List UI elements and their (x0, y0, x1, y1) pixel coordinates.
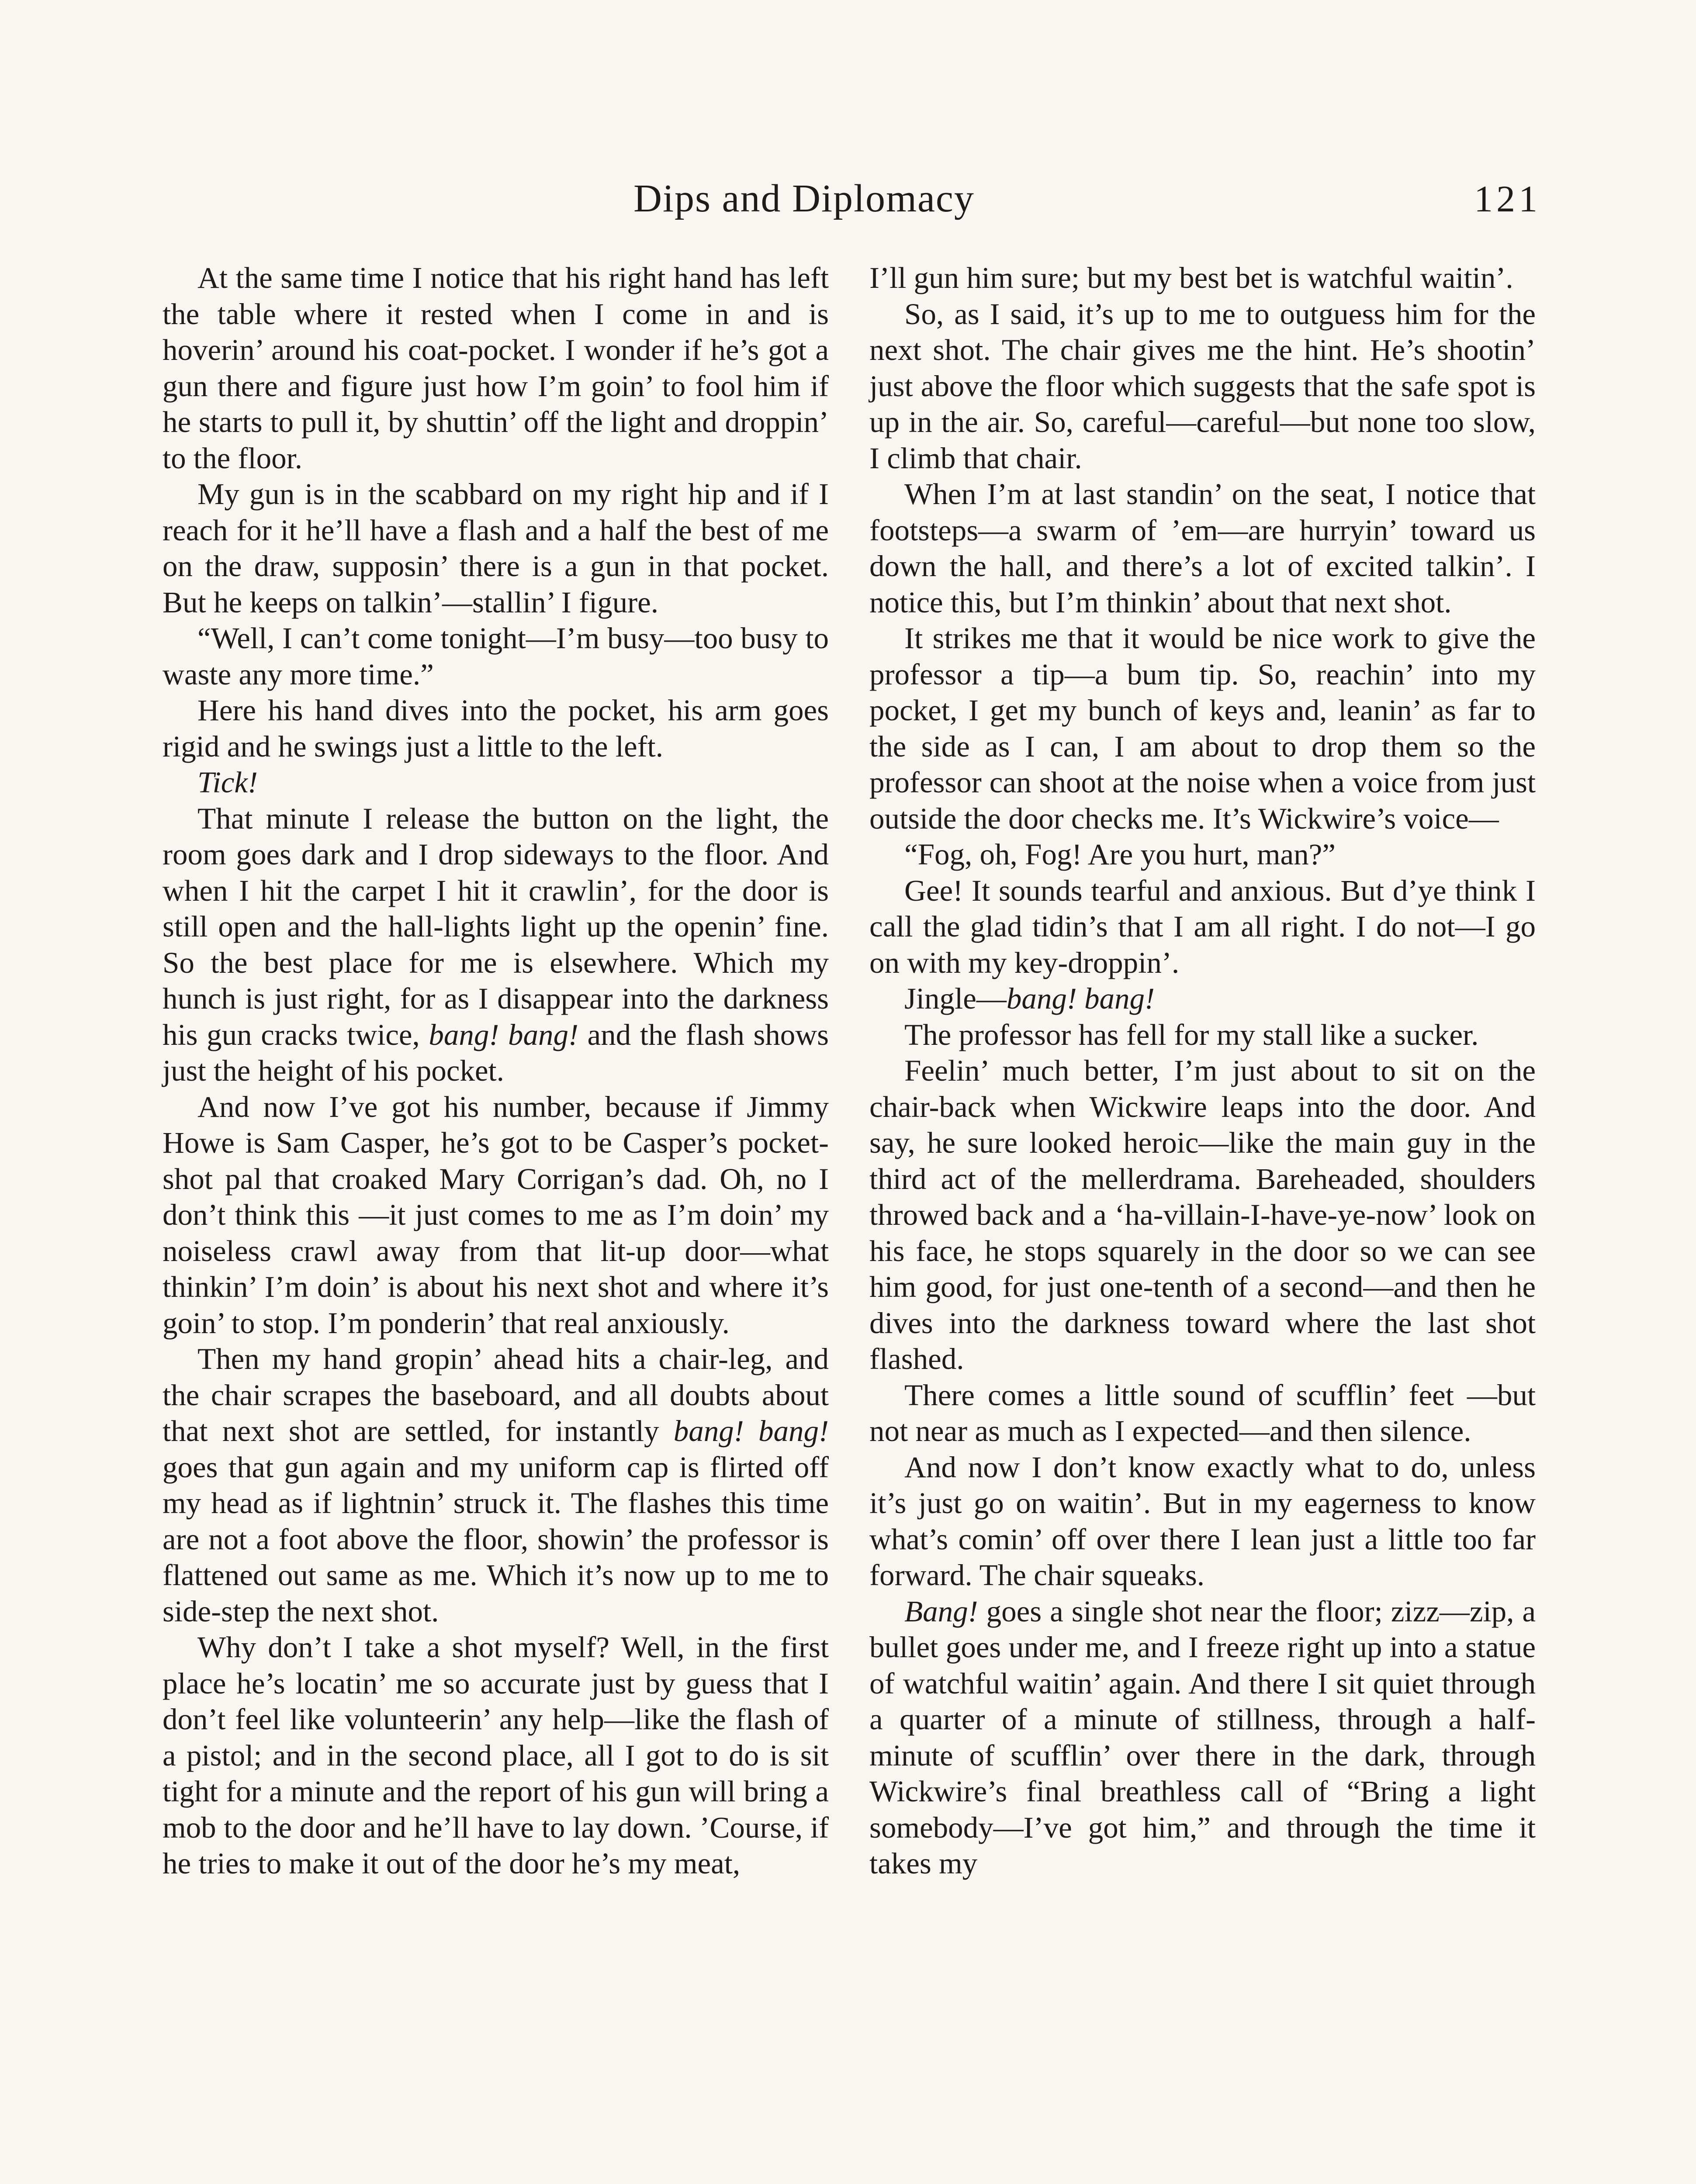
italic-text: bang! bang! (429, 1018, 578, 1051)
text-run: And now I don’t know exactly what to do, unless it’s just go on waitin’. But in my eagerness to know what’s comin’ off over there I lean just a little too far forward. The chair squeaks. (869, 1450, 1536, 1592)
left-text-column (163, 260, 829, 1882)
text-run: “Fog, oh, Fog! Are you hurt, man?” (904, 838, 1336, 871)
paragraph (163, 1341, 829, 1629)
right-text-column (869, 260, 1536, 1882)
paragraph (163, 1629, 829, 1882)
text-run: My gun is in the scabbard on my right hip and if I reach for it he’ll have a flash and a half the best of me on the draw, supposin’ there is a gun in that pocket. But he keeps on talkin’—stallin’ I figure. (163, 477, 829, 619)
text-run: goes that gun again and my uniform cap is flirted off my head as if lightnin’ struck it. The flashes this time are not a foot above the floor, showin’ the professor is flattened out same as me. Which it’s now up to me to side-step the next shot. (163, 1450, 829, 1628)
text-run: and the flash shows just the height of his pocket. (163, 1018, 829, 1087)
paragraph (163, 692, 829, 764)
text-run: I’ll gun him sure; but my best bet is watchful waitin’. (869, 261, 1513, 294)
paragraph (163, 1089, 829, 1341)
paragraph (163, 620, 829, 692)
text-run: And now I’ve got his number, because if Jimmy Howe is Sam Casper, he’s got to be Casper’s pocket-shot pal that croaked Mary Corrigan’s dad. Oh, no I don’t think this —it just comes to me as I’m doin’ my noiseless crawl away from that lit-up door—what thinkin’ I’m doin’ is about his next shot and where it’s goin’ to stop. I’m ponderin’ that real anxiously. (163, 1090, 829, 1340)
paragraph (869, 1593, 1536, 1882)
paragraph (869, 1377, 1536, 1449)
paragraph (869, 296, 1536, 477)
text-run: “Well, I can’t come tonight—I’m busy—too busy to waste any more time.” (163, 622, 829, 691)
paragraph (163, 764, 829, 801)
italic-text: Tick! (197, 766, 258, 799)
paragraph (869, 1053, 1536, 1377)
paragraph (869, 260, 1536, 296)
text-run: goes a single shot near the floor; zizz—zip, a bullet goes under me, and I freeze right up into a statue of watchful waitin’ again. And there I sit quiet through a quarter of a minute of stillness, through a half-minute of scufflin’ over there in the dark, through Wickwire’s final breathless call of “Bring a light somebody—I’ve got him,” and through the time it takes my (869, 1594, 1536, 1880)
running-title: Dips and Diplomacy (633, 177, 975, 220)
text-run: Feelin’ much better, I’m just about to sit on the chair-back when Wickwire leaps into the door. And say, he sure looked heroic—like the main guy in the third act of the mellerdrama. Bareheaded, shoulders throwed back and a ‘ha-villain-I-have-ye-now’ look on his face, he stops squarely in the door so we can see him good, for just one-tenth of a second—and then he dives into the darkness toward where the last shot flashed. (869, 1054, 1536, 1375)
text-run: There comes a little sound of scufflin’ feet —but not near as much as I expected—and then silence. (869, 1378, 1536, 1448)
paragraph (163, 260, 829, 476)
running-head (0, 175, 1696, 223)
paragraph (163, 801, 829, 1089)
text-run: Here his hand dives into the pocket, his arm goes rigid and he swings just a little to the left. (163, 694, 829, 763)
paragraph (163, 476, 829, 620)
page-number: 121 (1474, 178, 1541, 220)
text-run: The professor has fell for my stall like a sucker. (904, 1018, 1479, 1051)
text-run: That minute I release the button on the light, the room goes dark and I drop sideways to the floor. And when I hit the carpet I hit it crawlin’, for the door is still open and the hall-lights light up the openin’ fine. So the best place for me is elsewhere. Which my hunch is just right, for as I disappear into the darkness his gun cracks twice, (163, 802, 829, 1051)
text-run: So, as I said, it’s up to me to outguess him for the next shot. The chair gives me the hint. He’s shootin’ just above the floor which suggests that the safe spot is up in the air. So, careful—careful—but none too slow, I climb that chair. (869, 297, 1536, 475)
italic-text: bang! bang! (1006, 982, 1155, 1015)
paragraph (869, 836, 1536, 873)
text-run: At the same time I notice that his right hand has left the table where it rested when I come in and is hoverin’ around his coat-pocket. I wonder if he’s got a gun there and figure just how I’m goin’ to fool him if he starts to pull it, by shuttin’ off the light and droppin’ to the floor. (163, 261, 829, 475)
paragraph (869, 981, 1536, 1017)
text-run: Jingle— (904, 982, 1007, 1015)
paragraph (869, 1017, 1536, 1053)
text-run: When I’m at last standin’ on the seat, I notice that footsteps—a swarm of ’em—are hurryin’ toward us down the hall, and there’s a lot of excited talkin’. I notice this, but I’m thinkin’ about that next shot. (869, 477, 1536, 619)
text-run: Then my hand gropin’ ahead hits a chair-leg, and the chair scrapes the baseboard, and all doubts about that next shot are settled, for instantly (163, 1342, 829, 1448)
paragraph (869, 873, 1536, 981)
text-run: It strikes me that it would be nice work to give the professor a tip—a bum tip. So, reachin’ into my pocket, I get my bunch of keys and, leanin’ as far to the side as I can, I am about to drop them so the professor can shoot at the noise when a voice from just outside the door checks me. It’s Wickwire’s voice— (869, 622, 1536, 835)
paragraph (869, 476, 1536, 620)
italic-text: Bang! (904, 1594, 978, 1628)
italic-text: bang! bang! (673, 1414, 829, 1448)
text-run: Why don’t I take a shot myself? Well, in the first place he’s locatin’ me so accurate just by guess that I don’t feel like volunteerin’ any help—like the flash of a pistol; and in the second place, all I got to do is sit tight for a minute and the report of his gun will bring a mob to the door and he’ll have to lay down. ’Course, if he tries to make it out of the door he’s my meat, (163, 1631, 829, 1880)
paragraph (869, 620, 1536, 836)
text-run: Gee! It sounds tearful and anxious. But d’ye think I call the glad tidin’s that I am all right. I do not—I go on with my key-droppin’. (869, 874, 1536, 979)
paragraph (869, 1449, 1536, 1593)
